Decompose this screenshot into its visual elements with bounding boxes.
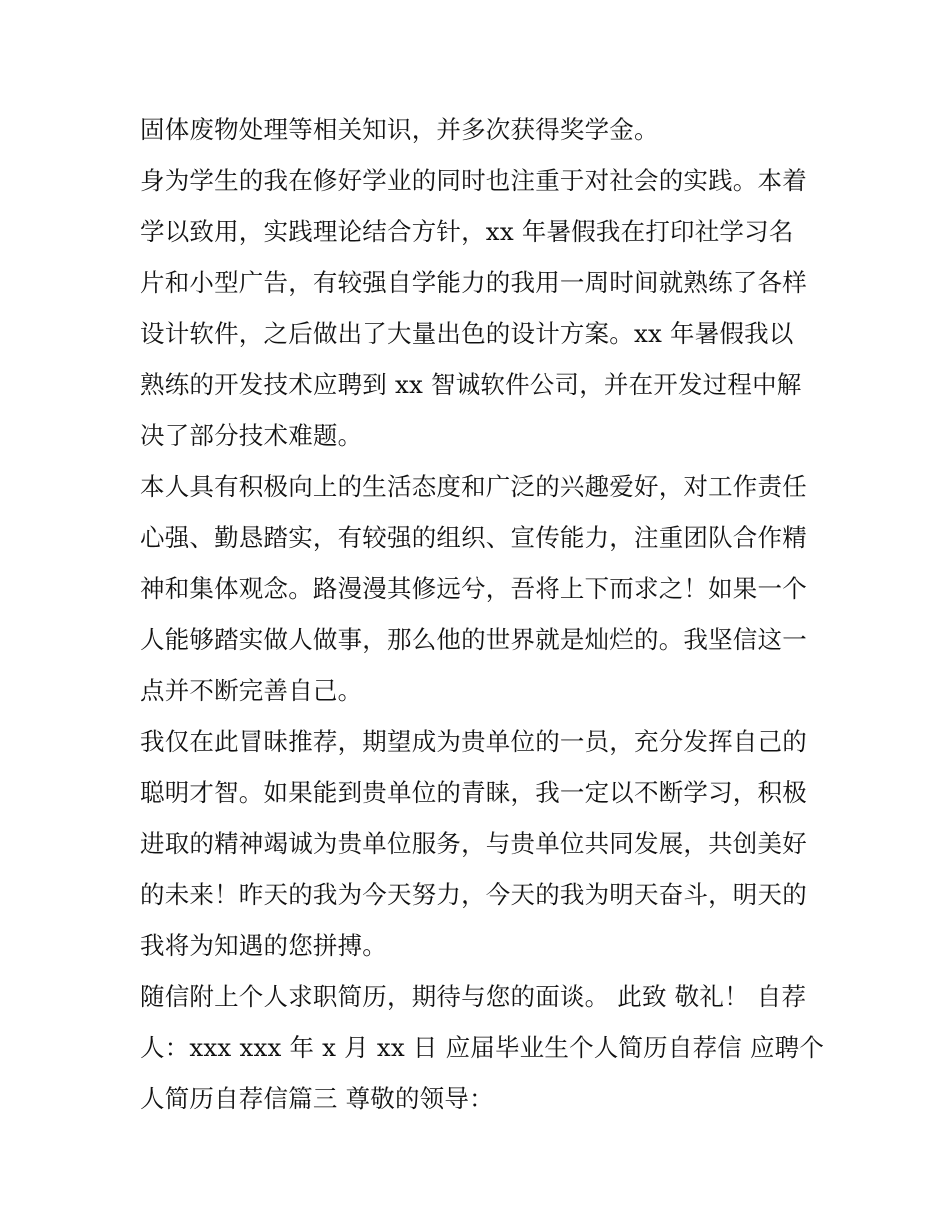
text-line: 聪明才智。如果能到贵单位的青睐，我一定以不断学习，积极 xyxy=(140,778,807,807)
text-line: 随信附上个人求职简历，期待与您的面谈。 此致 敬礼！ 自荐 xyxy=(140,982,807,1011)
text-line: 设计软件，之后做出了大量出色的设计方案。xx 年暑假我以 xyxy=(140,319,794,348)
text-line: 本人具有积极向上的生活态度和广泛的兴趣爱好，对工作责任 xyxy=(140,472,807,501)
text-line: 身为学生的我在修好学业的同时也注重于对社会的实践。本着 xyxy=(140,166,807,195)
text-line: 决了部分技术难题。 xyxy=(140,421,363,450)
text-line: 点并不断完善自己。 xyxy=(140,676,363,705)
text-line: 我仅在此冒昧推荐，期望成为贵单位的一员，充分发挥自己的 xyxy=(140,727,807,756)
text-line: 片和小型广告，有较强自学能力的我用一周时间就熟练了各样 xyxy=(140,268,807,297)
paragraph-scholarship xyxy=(140,104,820,155)
text-line: 学以致用，实践理论结合方针，xx 年暑假我在打印社学习名 xyxy=(140,217,794,246)
text-line: 的未来！昨天的我为今天努力，今天的我为明天奋斗，明天的 xyxy=(140,880,807,909)
text-line: 人：xxx xxx 年 x 月 xx 日 应届毕业生个人简历自荐信 应聘个 xyxy=(140,1033,825,1062)
text-line: 进取的精神竭诚为贵单位服务，与贵单位共同发展，共创美好 xyxy=(140,829,807,858)
text-line: 我将为知遇的您拼搏。 xyxy=(140,931,387,960)
text-line: 人简历自荐信篇三 尊敬的领导： xyxy=(140,1084,494,1113)
text-line: 心强、勤恳踏实，有较强的组织、宣传能力，注重团队合作精 xyxy=(140,523,807,552)
text-line: 熟练的开发技术应聘到 xx 智诚软件公司，并在开发过程中解 xyxy=(140,370,802,399)
paragraph-practice xyxy=(140,155,820,461)
document-body xyxy=(140,104,825,1124)
paragraph-attitude xyxy=(140,461,820,716)
text-line: 人能够踏实做人做事，那么他的世界就是灿烂的。我坚信这一 xyxy=(140,625,807,654)
text-line: 神和集体观念。路漫漫其修远兮，吾将上下而求之！如果一个 xyxy=(140,574,807,603)
text-line: 固体废物处理等相关知识，并多次获得奖学金。 xyxy=(140,115,659,144)
paragraph-recommendation xyxy=(140,716,820,971)
paragraph-closing xyxy=(140,971,825,1124)
